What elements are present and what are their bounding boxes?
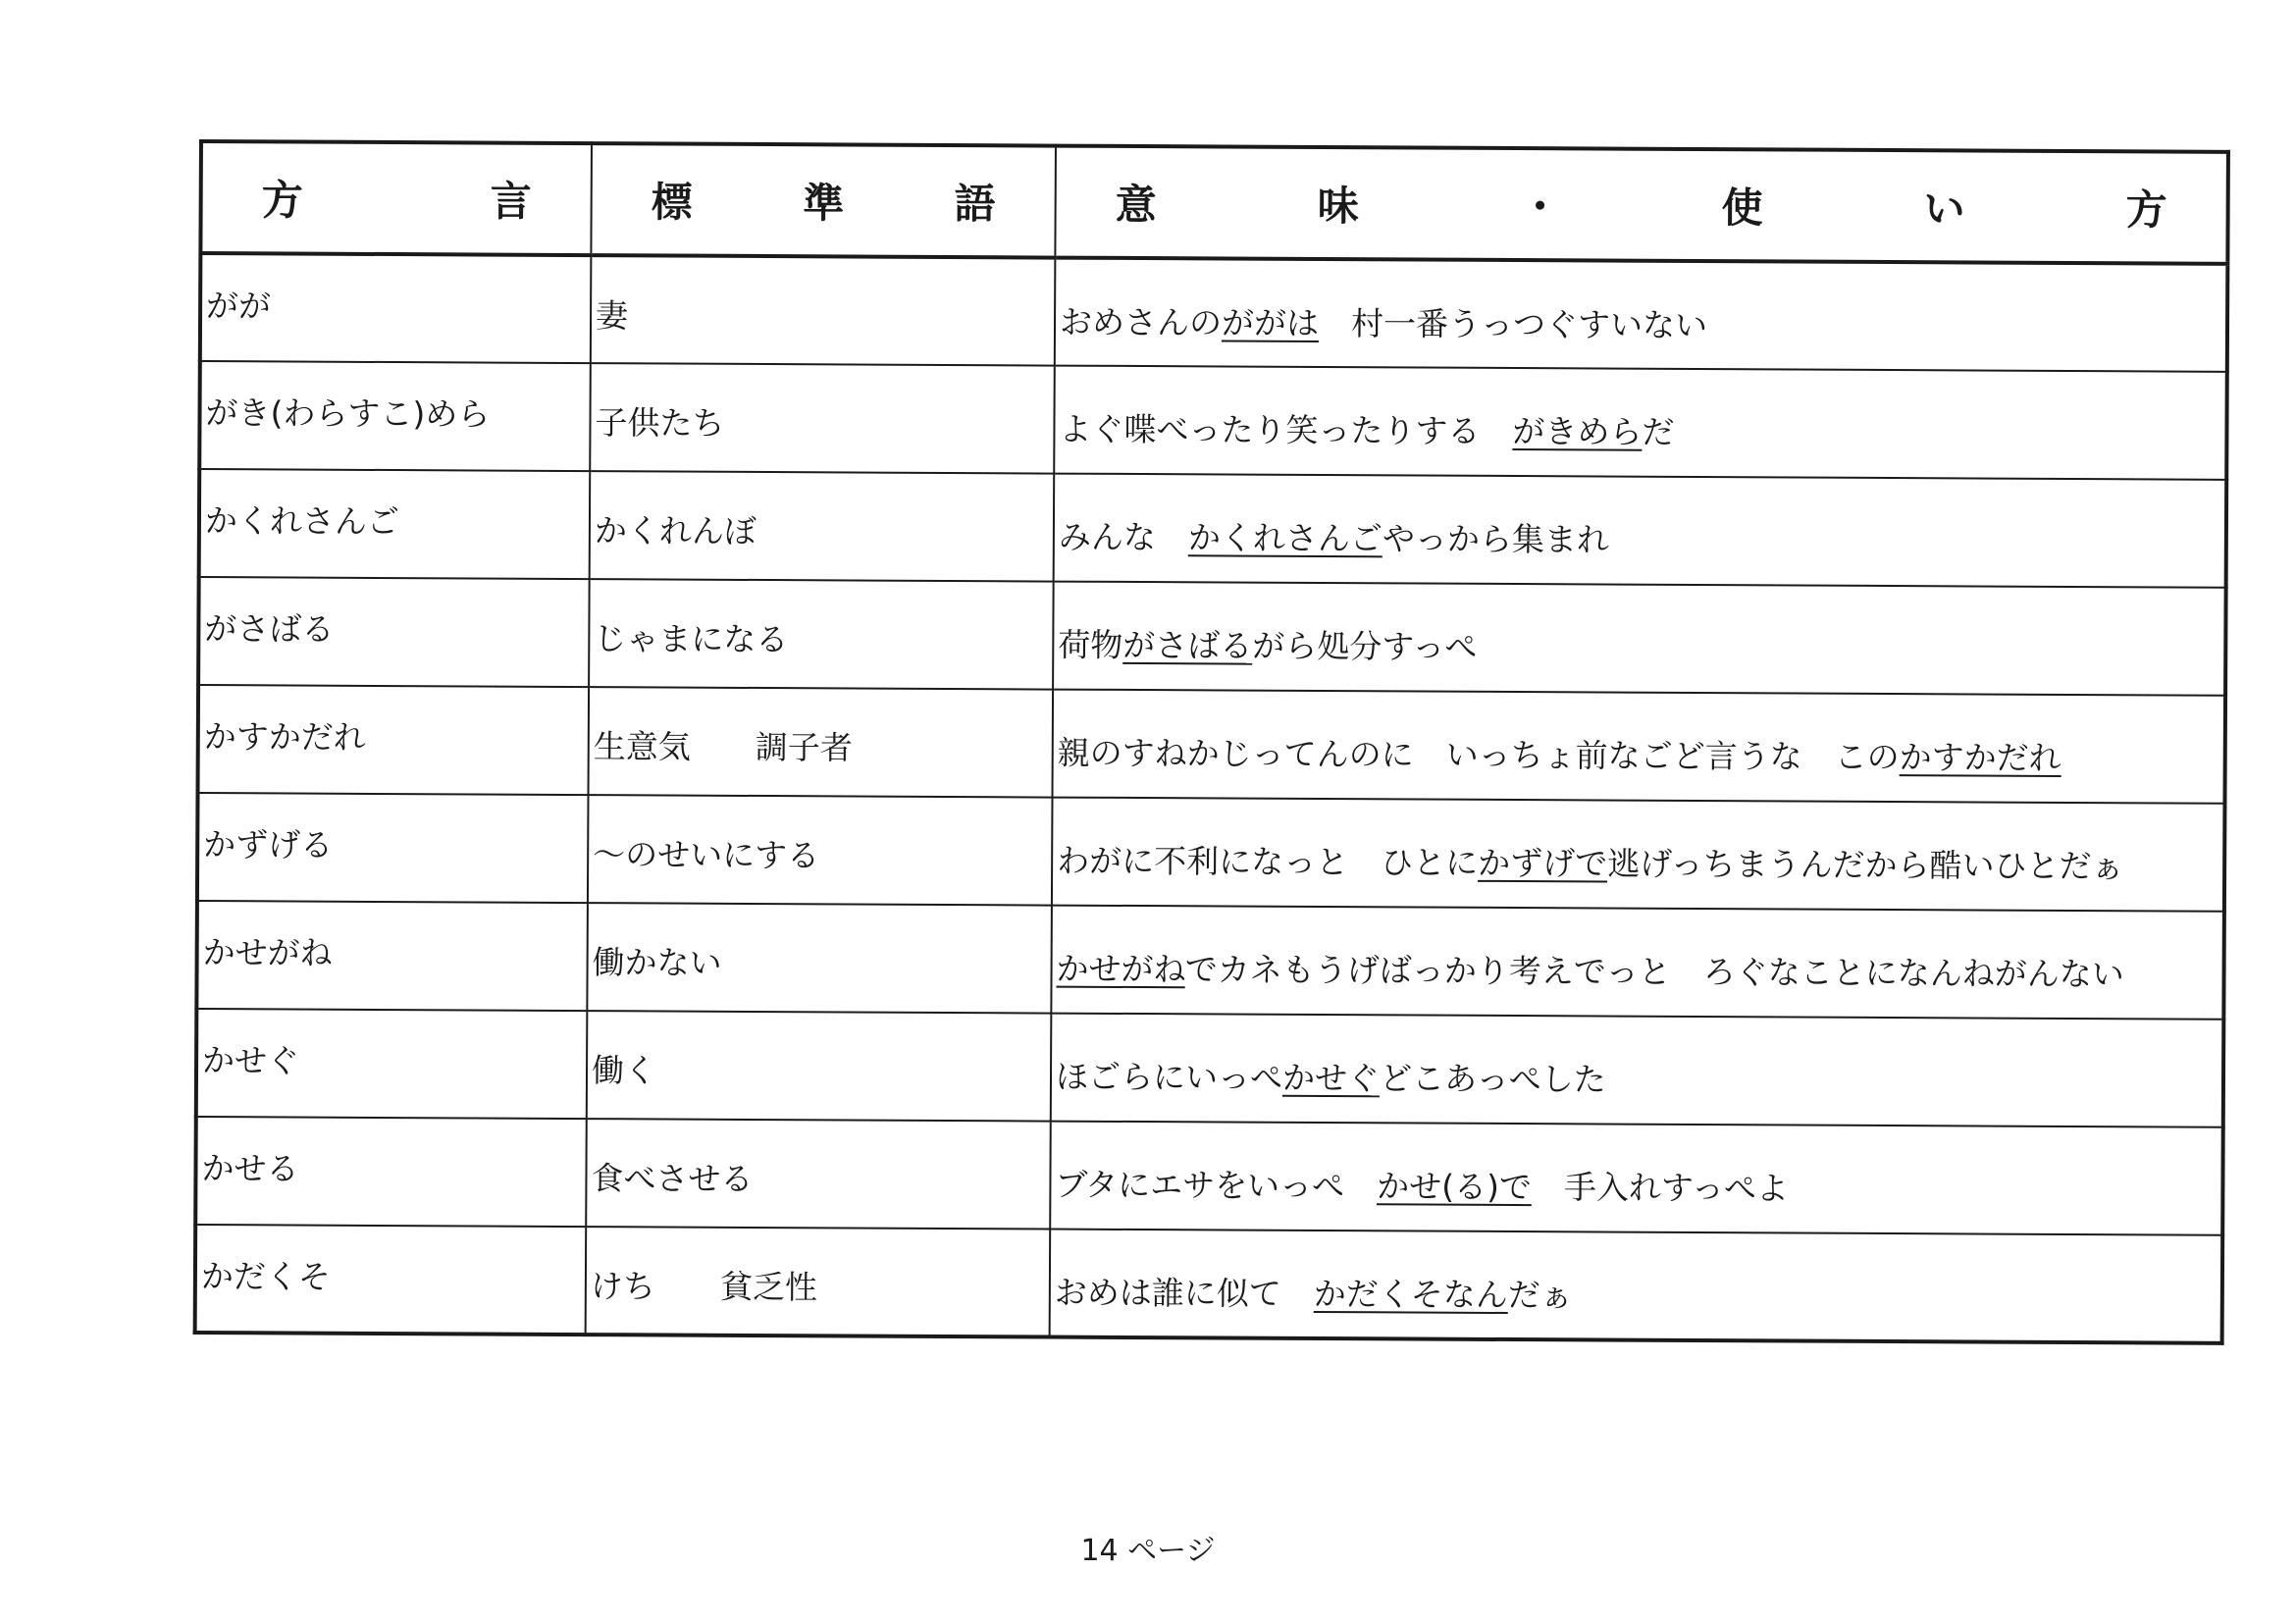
table-header-row xyxy=(200,141,2228,264)
dialect-cell: かずげる xyxy=(197,793,589,903)
table-row xyxy=(196,1009,2224,1127)
standard-cell: かくれんぼ xyxy=(590,471,1055,581)
standard-cell: 食べさせる xyxy=(586,1119,1051,1229)
usage-text: がら処分すっぺ xyxy=(1252,626,1478,666)
usage-cell xyxy=(1051,906,2224,1020)
usage-text: やっから集まれ xyxy=(1382,519,1609,559)
header-usage xyxy=(1055,146,2228,264)
header-usage-char: 味 xyxy=(1317,181,1359,231)
usage-dialect-underlined: かずげで xyxy=(1478,843,1608,883)
dialect-cell: かくれさんご xyxy=(199,469,591,579)
header-dialect-char: 言 xyxy=(490,177,532,226)
usage-dialect-underlined: がきめら xyxy=(1512,412,1643,451)
usage-cell xyxy=(1050,1230,2223,1343)
usage-text: だ xyxy=(1642,412,1675,451)
usage-cell xyxy=(1053,690,2226,804)
usage-dialect-underlined: かせ(る)で xyxy=(1377,1167,1532,1207)
usage-text: ブタにエサをいっぺ xyxy=(1055,1165,1378,1206)
header-usage-char: い xyxy=(1923,184,1965,234)
header-usage-char: 意 xyxy=(1115,180,1157,230)
dialect-cell: がさばる xyxy=(198,577,590,687)
usage-text: おめさんの xyxy=(1059,302,1223,342)
dialect-cell: がき(わらすこ)めら xyxy=(199,361,591,471)
standard-cell: 妻 xyxy=(591,255,1056,365)
header-usage-char: 使 xyxy=(1721,183,1763,233)
standard-cell: けち 貧乏性 xyxy=(586,1227,1051,1336)
dialect-cell: かせがね xyxy=(196,901,588,1011)
dialect-cell: がが xyxy=(200,253,592,363)
usage-cell xyxy=(1054,366,2227,480)
standard-cell: 働かない xyxy=(587,903,1052,1013)
dialect-cell: かすかだれ xyxy=(198,685,590,795)
usage-cell xyxy=(1052,798,2225,912)
usage-dialect-underlined: ががは xyxy=(1221,303,1320,342)
usage-text: でカネもうげばっかり考えでっと ろぐなことになんねがんない xyxy=(1184,950,2124,994)
dialect-cell: かだくそ xyxy=(195,1225,587,1335)
standard-cell: 子供たち xyxy=(590,363,1055,473)
table-row xyxy=(198,577,2226,696)
usage-text: 親のすねかじってんのに いっちょ前なごど言うな この xyxy=(1057,733,1900,777)
usage-text: よぐ喋べったり笑ったりする xyxy=(1059,409,1513,451)
usage-cell xyxy=(1051,1014,2224,1127)
table-row xyxy=(199,469,2227,588)
usage-text: みんな xyxy=(1058,517,1188,557)
header-standard-char: 標 xyxy=(651,178,693,227)
table-row xyxy=(195,1117,2223,1235)
dialect-table xyxy=(193,139,2230,1345)
usage-text: 村一番うっつぐすいない xyxy=(1318,303,1708,345)
header-dialect xyxy=(200,141,592,255)
standard-cell: 生意気 調子者 xyxy=(589,687,1054,797)
usage-cell xyxy=(1054,474,2227,588)
table-row xyxy=(196,901,2224,1020)
dialect-cell: かせぐ xyxy=(196,1009,588,1119)
usage-cell xyxy=(1050,1122,2223,1235)
usage-text: どこあっぺした xyxy=(1379,1059,1606,1099)
usage-text: わがに不利になっと ひとに xyxy=(1057,841,1479,882)
usage-text: 手入れすっぺよ xyxy=(1531,1168,1790,1208)
table-row xyxy=(199,361,2227,480)
usage-text: おめは誰に似て xyxy=(1054,1273,1314,1313)
dialect-cell: かせる xyxy=(195,1117,587,1227)
usage-text: 逃げっちまうんだから酷いひとだぁ xyxy=(1607,844,2124,886)
table-row xyxy=(198,685,2226,804)
usage-dialect-underlined: かせぐ xyxy=(1281,1058,1381,1098)
header-standard-char: 準 xyxy=(803,179,845,228)
usage-dialect-underlined: かすかだれ xyxy=(1899,738,2061,777)
standard-cell: じゃまになる xyxy=(589,579,1054,689)
usage-cell xyxy=(1053,582,2226,696)
usage-cell xyxy=(1055,258,2228,372)
header-standard-char: 語 xyxy=(954,180,996,229)
standard-cell: ～のせいにする xyxy=(588,795,1053,905)
header-dialect-char: 方 xyxy=(261,176,303,225)
header-standard xyxy=(591,143,1056,257)
table-row xyxy=(195,1225,2223,1343)
usage-dialect-underlined: かだくそなん xyxy=(1313,1274,1508,1314)
usage-dialect-underlined: かせがね xyxy=(1056,949,1185,989)
table-row xyxy=(200,253,2228,372)
usage-text: だぁ xyxy=(1507,1276,1573,1315)
header-usage-char: 方 xyxy=(2125,185,2167,235)
usage-text: 荷物 xyxy=(1058,625,1123,664)
standard-cell: 働く xyxy=(587,1011,1052,1121)
table-row xyxy=(197,793,2225,912)
page-number: 14 ページ xyxy=(1080,1534,1216,1568)
usage-text: ほごらにいっぺ xyxy=(1055,1057,1283,1097)
header-usage-char: ・ xyxy=(1519,183,1561,232)
usage-dialect-underlined: かくれさんご xyxy=(1187,518,1383,558)
usage-dialect-underlined: がさばる xyxy=(1122,625,1253,665)
